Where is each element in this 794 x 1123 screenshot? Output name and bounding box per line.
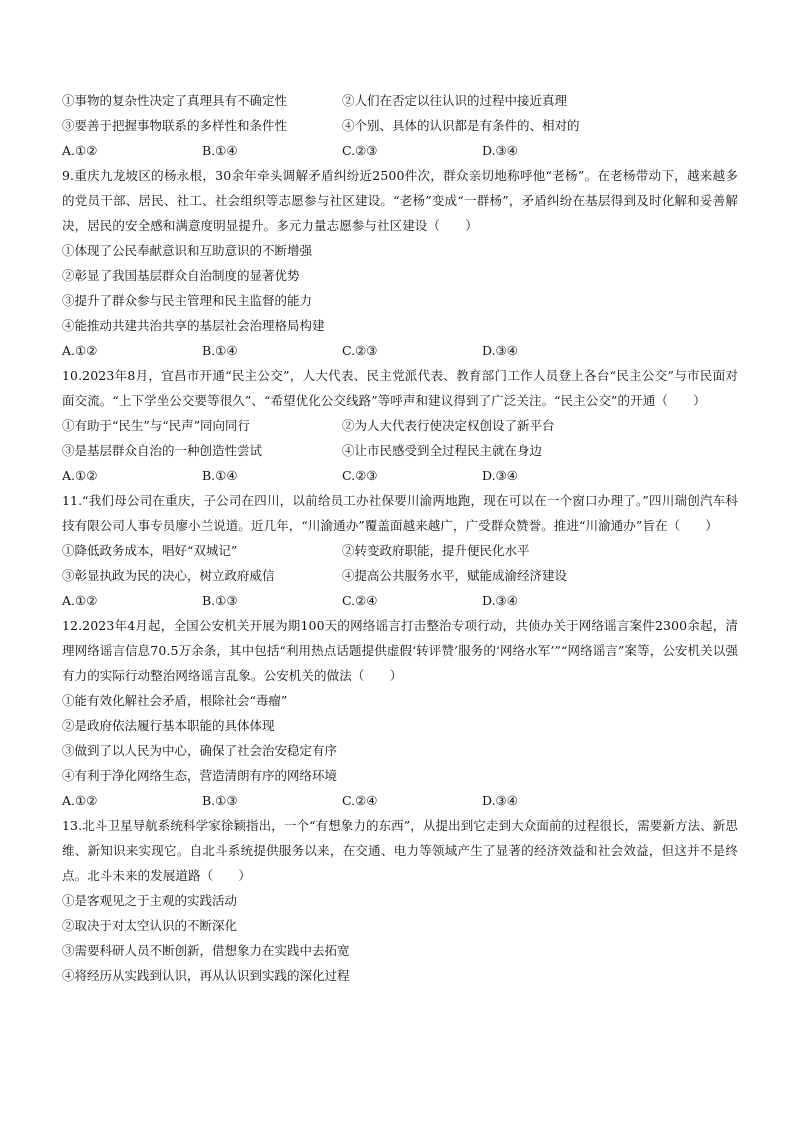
option-c: C.②④ [342,793,378,808]
option-a: A.①② [62,143,98,158]
options-row [62,138,738,163]
statement-2: ②人们在否定以往认识的过程中接近真理 [342,93,568,108]
statement-3: ③彰显执政为民的决心，树立政府威信 [62,568,275,583]
question-11 [62,488,738,613]
option-d: D.③④ [482,468,518,483]
statement-4: ④有利于净化网络生态，营造清朗有序的网络环境 [62,768,338,783]
statement-1: ①体现了公民奉献意识和互助意识的不断增强 [62,243,313,258]
statement-3: ③是基层群众自治的一种创造性尝试 [62,443,263,458]
option-c: C.②③ [342,343,378,358]
option-d: D.③④ [482,143,518,158]
question-9 [62,163,738,363]
option-c: C.②③ [342,468,378,483]
statement-1: ①是客观见之于主观的实践活动 [62,893,238,908]
question-stem: 9.重庆九龙坡区的杨永根，30余年牵头调解矛盾纠纷近2500件次，群众亲切地称呼他“老杨”。在老杨带动下，越来越多的党员干部、居民、社工、社会组织等志愿参与社区建设。“老杨”变成“一群杨”，矛盾纠纷在基层得到及时化解和妥善解决，居民的安全感和满意度明显提升。多元力量志愿参与社区建设（ ） [62,168,738,233]
option-c: C.②③ [342,143,378,158]
statement-2: ②取决于对太空认识的不断深化 [62,918,238,933]
question-12 [62,613,738,813]
statement-4: ④将经历从实践到认识，再从认识到实践的深化过程 [62,968,350,983]
options-row [62,338,738,363]
statement-3: ③要善于把握事物联系的多样性和条件性 [62,118,288,133]
option-a: A.①② [62,593,98,608]
option-d: D.③④ [482,793,518,808]
question-stem: 13.北斗卫星导航系统科学家徐颖指出，一个“有想象力的东西”，从提出到它走到大众面前的过程很长，需要新方法、新思维、新知识来实现它。自北斗系统提供服务以来，在交通、电力等领域产生了显著的经济效益和社会效益，但这并不是终点。北斗未来的发展道路（ ） [62,818,738,883]
option-b: B.①③ [202,593,238,608]
statement-4: ④让市民感受到全过程民主就在身边 [342,443,543,458]
question-8-continuation [62,88,738,163]
statement-1: ①降低政务成本，唱好“双城记” [62,543,238,558]
option-d: D.③④ [482,593,518,608]
statement-row [62,563,738,588]
question-13 [62,813,738,988]
statement-2: ②转变政府职能，提升便民化水平 [342,543,530,558]
statement-1: ①能有效化解社会矛盾，根除社会“毒瘤” [62,693,288,708]
statement-3: ③需要科研人员不断创新，借想象力在实践中去拓宽 [62,943,350,958]
statement-row [62,88,738,113]
statement-1: ①事物的复杂性决定了真理具有不确定性 [62,93,288,108]
question-10 [62,363,738,488]
statement-row [62,438,738,463]
option-d: D.③④ [482,343,518,358]
question-stem: 11.“我们母公司在重庆，子公司在四川，以前给员工办社保要川渝两地跑，现在可以在一个窗口办理了。”四川瑞创汽车科技有限公司人事专员廖小兰说道。近几年，“川渝通办”覆盖面越来越广，广受群众赞誉。推进“川渝通办”旨在（ ） [62,493,738,533]
option-b: B.①④ [202,143,238,158]
statement-3: ③提升了群众参与民主管理和民主监督的能力 [62,293,313,308]
statement-row [62,113,738,138]
statement-4: ④提高公共服务水平，赋能成渝经济建设 [342,568,568,583]
options-row [62,788,738,813]
statement-3: ③做到了以人民为中心，确保了社会治安稳定有序 [62,743,338,758]
statement-2: ②彰显了我国基层群众自治制度的显著优势 [62,268,300,283]
statement-row [62,413,738,438]
options-row [62,588,738,613]
option-c: C.②④ [342,593,378,608]
statement-4: ④能推动共建共治共享的基层社会治理格局构建 [62,318,325,333]
statement-2: ②为人大代表行使决定权创设了新平台 [342,418,555,433]
option-b: B.①④ [202,468,238,483]
option-b: B.①③ [202,793,238,808]
statement-2: ②是政府依法履行基本职能的具体体现 [62,718,275,733]
statement-1: ①有助于“民生”与“民声”同向同行 [62,418,251,433]
statement-row [62,538,738,563]
option-a: A.①② [62,793,98,808]
exam-page [62,88,738,988]
question-stem: 10.2023年8月，宜昌市开通“民主公交”，人大代表、民主党派代表、教育部门工作人员登上各台“民主公交”与市民面对面交流。“上下学坐公交要等很久”、“希望优化公交线路”等呼声和建议得到了广泛关注。“民主公交”的开通（ ） [62,368,738,408]
option-b: B.①④ [202,343,238,358]
option-a: A.①② [62,468,98,483]
option-a: A.①② [62,343,98,358]
options-row [62,463,738,488]
question-stem: 12.2023年4月起，全国公安机关开展为期100天的网络谣言打击整治专项行动，共侦办关于网络谣言案件2300余起，清理网络谣言信息70.5万余条，其中包括“利用热点话题提供虚假‘转评赞’服务的‘网络水军’”“网络谣言”案等，公安机关以强有力的实际行动整治网络谣言乱象。公安机关的做法（ ） [62,618,738,683]
statement-4: ④个别、具体的认识都是有条件的、相对的 [342,118,580,133]
